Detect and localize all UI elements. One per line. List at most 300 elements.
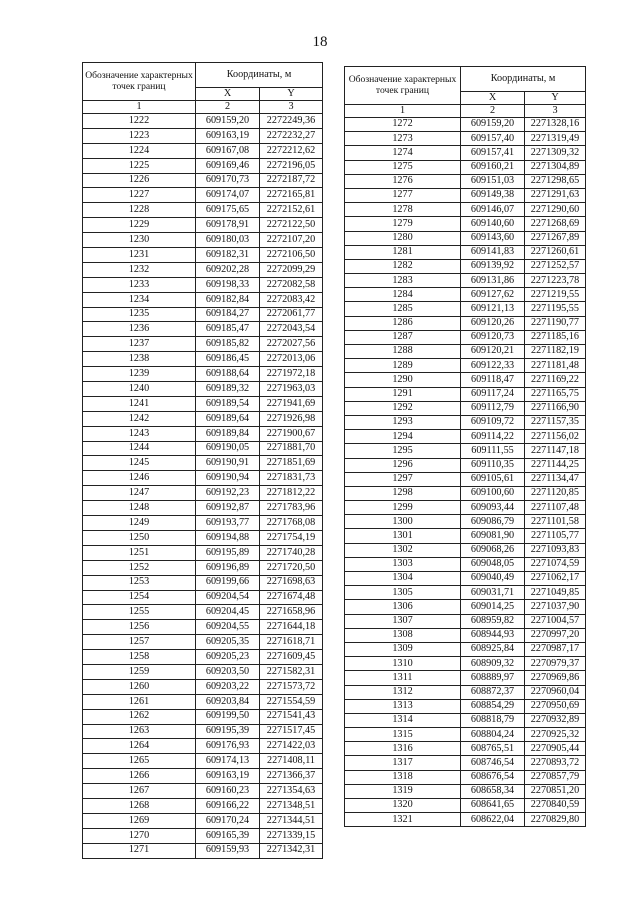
y-coordinate-cell: 2271366,37 [260,769,323,784]
x-coordinate-cell: 609159,20 [196,114,260,129]
x-coordinate-cell: 609204,55 [196,620,260,635]
x-coordinate-cell: 609040,49 [461,572,525,586]
point-number-cell: 1232 [83,262,196,277]
x-coordinate-cell: 609199,66 [196,575,260,590]
table-row [345,557,586,571]
table-row [345,458,586,472]
x-coordinate-cell: 609086,79 [461,515,525,529]
x-coordinate-cell: 609110,35 [461,458,525,472]
table-row [83,650,323,665]
point-number-cell: 1222 [83,114,196,129]
y-coordinate-cell: 2272187,72 [260,173,323,188]
y-coordinate-cell: 2272082,58 [260,277,323,292]
y-coordinate-cell: 2271169,22 [525,373,586,387]
table-row [345,231,586,245]
point-number-cell: 1283 [345,274,461,288]
x-coordinate-cell: 608622,04 [461,813,525,827]
point-number-cell: 1270 [83,828,196,843]
x-coordinate-cell: 609167,08 [196,143,260,158]
point-number-cell: 1223 [83,128,196,143]
table-row [83,516,323,531]
y-coordinate-cell: 2271166,90 [525,401,586,415]
y-coordinate-cell: 2271195,55 [525,302,586,316]
point-number-cell: 1236 [83,322,196,337]
point-number-cell: 1226 [83,173,196,188]
x-coordinate-cell: 609120,73 [461,330,525,344]
x-coordinate-cell: 609159,20 [461,118,525,132]
x-coordinate-cell: 609203,84 [196,694,260,709]
x-coordinate-cell: 608944,93 [461,628,525,642]
x-coordinate-cell: 609190,91 [196,456,260,471]
point-number-cell: 1234 [83,292,196,307]
point-number-cell: 1281 [345,245,461,259]
y-coordinate-cell: 2270987,17 [525,642,586,656]
table-row [345,586,586,600]
y-coordinate-cell: 2271963,03 [260,382,323,397]
point-number-cell: 1238 [83,352,196,367]
point-number-cell: 1316 [345,742,461,756]
x-coordinate-cell: 608909,32 [461,657,525,671]
point-number-cell: 1308 [345,628,461,642]
table-row [345,799,586,813]
point-number-cell: 1239 [83,367,196,382]
point-number-cell: 1251 [83,545,196,560]
x-coordinate-cell: 609143,60 [461,231,525,245]
point-number-cell: 1305 [345,586,461,600]
point-number-cell: 1268 [83,798,196,813]
x-coordinate-cell: 609176,93 [196,739,260,754]
table-row [345,160,586,174]
table-row [83,158,323,173]
column-number: 1 [83,101,196,114]
x-coordinate-cell: 609048,05 [461,557,525,571]
y-coordinate-cell: 2271004,57 [525,614,586,628]
table-row [345,330,586,344]
point-number-cell: 1240 [83,382,196,397]
point-number-cell: 1247 [83,486,196,501]
y-coordinate-cell: 2271223,78 [525,274,586,288]
point-number-cell: 1311 [345,671,461,685]
table-row [345,515,586,529]
table-row [83,337,323,352]
table-row [345,430,586,444]
table-row [345,770,586,784]
y-coordinate-cell: 2271268,69 [525,217,586,231]
point-number-cell: 1259 [83,664,196,679]
x-coordinate-cell: 609202,28 [196,262,260,277]
x-coordinate-cell: 609192,23 [196,486,260,501]
x-coordinate-cell: 608676,54 [461,770,525,784]
x-coordinate-cell: 609170,24 [196,813,260,828]
table-row [345,543,586,557]
table-row [345,657,586,671]
x-coordinate-cell: 609193,77 [196,516,260,531]
y-coordinate-cell: 2271049,85 [525,586,586,600]
x-coordinate-cell: 609120,26 [461,316,525,330]
y-coordinate-cell: 2271093,83 [525,543,586,557]
y-coordinate-cell: 2271658,96 [260,605,323,620]
y-coordinate-cell: 2271107,48 [525,501,586,515]
y-coordinate-cell: 2271328,16 [525,118,586,132]
y-coordinate-cell: 2272249,36 [260,114,323,129]
table-row [83,798,323,813]
point-number-cell: 1282 [345,259,461,273]
table-row [345,600,586,614]
y-coordinate-cell: 2272232,27 [260,128,323,143]
y-coordinate-cell: 2271881,70 [260,441,323,456]
point-number-cell: 1272 [345,118,461,132]
x-coordinate-cell: 609205,35 [196,635,260,650]
x-coordinate-cell: 609185,82 [196,337,260,352]
table-row [83,575,323,590]
x-coordinate-cell: 608658,34 [461,784,525,798]
point-number-cell: 1284 [345,288,461,302]
y-coordinate-cell: 2272106,50 [260,248,323,263]
table-row [345,784,586,798]
point-number-cell: 1300 [345,515,461,529]
table-row [345,188,586,202]
y-coordinate-cell: 2271156,02 [525,430,586,444]
point-number-cell: 1229 [83,218,196,233]
table-row [83,411,323,426]
designation-header: Обозначение характерных точек границ [83,63,196,101]
x-coordinate-cell: 609146,07 [461,203,525,217]
x-coordinate-cell: 608818,79 [461,713,525,727]
point-number-cell: 1255 [83,605,196,620]
table-row [83,233,323,248]
point-number-cell: 1280 [345,231,461,245]
y-coordinate-cell: 2271120,85 [525,486,586,500]
point-number-cell: 1237 [83,337,196,352]
y-coordinate-cell: 2272165,81 [260,188,323,203]
point-number-cell: 1321 [345,813,461,827]
y-header: Y [260,88,323,101]
point-number-cell: 1307 [345,614,461,628]
point-number-cell: 1277 [345,188,461,202]
x-coordinate-cell: 609175,65 [196,203,260,218]
y-coordinate-cell: 2272196,05 [260,158,323,173]
y-coordinate-cell: 2271037,90 [525,600,586,614]
x-coordinate-cell: 609081,90 [461,529,525,543]
table-row [83,322,323,337]
y-coordinate-cell: 2271783,96 [260,501,323,516]
y-coordinate-cell: 2271157,35 [525,415,586,429]
point-number-cell: 1254 [83,590,196,605]
table-row [345,444,586,458]
table-row [83,679,323,694]
coordinates-table-left [82,62,323,859]
y-coordinate-cell: 2270905,44 [525,742,586,756]
table-row [345,642,586,656]
table-row [83,203,323,218]
x-coordinate-cell: 609093,44 [461,501,525,515]
table-row [83,367,323,382]
point-number-cell: 1275 [345,160,461,174]
x-coordinate-cell: 609031,71 [461,586,525,600]
y-coordinate-cell: 2271698,63 [260,575,323,590]
x-coordinate-cell: 609112,79 [461,401,525,415]
y-coordinate-cell: 2271831,73 [260,471,323,486]
y-coordinate-cell: 2271252,57 [525,259,586,273]
point-number-cell: 1258 [83,650,196,665]
column-number: 2 [461,105,525,118]
table-row [83,396,323,411]
point-number-cell: 1242 [83,411,196,426]
y-coordinate-cell: 2271573,72 [260,679,323,694]
x-coordinate-cell: 609165,39 [196,828,260,843]
table-row [83,292,323,307]
y-coordinate-cell: 2271105,77 [525,529,586,543]
y-coordinate-cell: 2271101,58 [525,515,586,529]
y-coordinate-cell: 2271609,45 [260,650,323,665]
y-coordinate-cell: 2271554,59 [260,694,323,709]
x-coordinate-cell: 609199,50 [196,709,260,724]
y-coordinate-cell: 2270925,32 [525,728,586,742]
x-coordinate-cell: 609160,23 [196,784,260,799]
x-coordinate-cell: 609189,64 [196,411,260,426]
table-row [83,173,323,188]
designation-header: Обозначение характерных точек границ [345,67,461,105]
table-row [83,739,323,754]
point-number-cell: 1269 [83,813,196,828]
table-row [345,274,586,288]
y-coordinate-cell: 2271541,43 [260,709,323,724]
point-number-cell: 1287 [345,330,461,344]
y-coordinate-cell: 2271298,65 [525,174,586,188]
table-row [345,756,586,770]
table-row [345,685,586,699]
point-number-cell: 1261 [83,694,196,709]
y-coordinate-cell: 2272083,42 [260,292,323,307]
y-coordinate-cell: 2271517,45 [260,724,323,739]
x-coordinate-cell: 609180,03 [196,233,260,248]
table-row [83,694,323,709]
point-number-cell: 1228 [83,203,196,218]
point-number-cell: 1225 [83,158,196,173]
y-header: Y [525,92,586,105]
y-coordinate-cell: 2272122,50 [260,218,323,233]
x-coordinate-cell: 609190,94 [196,471,260,486]
y-coordinate-cell: 2271348,51 [260,798,323,813]
y-coordinate-cell: 2271900,67 [260,426,323,441]
y-coordinate-cell: 2272152,61 [260,203,323,218]
y-coordinate-cell: 2271582,31 [260,664,323,679]
point-number-cell: 1250 [83,530,196,545]
point-number-cell: 1279 [345,217,461,231]
point-number-cell: 1304 [345,572,461,586]
table-row [83,560,323,575]
y-coordinate-cell: 2271408,11 [260,754,323,769]
y-coordinate-cell: 2270857,79 [525,770,586,784]
table-row [83,262,323,277]
point-number-cell: 1278 [345,203,461,217]
point-number-cell: 1315 [345,728,461,742]
x-coordinate-cell: 609194,88 [196,530,260,545]
y-coordinate-cell: 2272099,29 [260,262,323,277]
table-row [345,572,586,586]
point-number-cell: 1264 [83,739,196,754]
point-number-cell: 1262 [83,709,196,724]
table-row [345,132,586,146]
y-coordinate-cell: 2271339,15 [260,828,323,843]
x-header: X [461,92,525,105]
y-coordinate-cell: 2270893,72 [525,756,586,770]
x-coordinate-cell: 608872,37 [461,685,525,699]
coordinates-header: Координаты, м [196,63,323,88]
table-row [83,784,323,799]
table-row [83,143,323,158]
table-row [83,605,323,620]
y-coordinate-cell: 2271185,16 [525,330,586,344]
point-number-cell: 1285 [345,302,461,316]
y-coordinate-cell: 2271768,08 [260,516,323,531]
point-number-cell: 1231 [83,248,196,263]
x-coordinate-cell: 609189,84 [196,426,260,441]
x-coordinate-cell: 609174,13 [196,754,260,769]
x-coordinate-cell: 609121,13 [461,302,525,316]
y-coordinate-cell: 2272061,77 [260,307,323,322]
point-number-cell: 1244 [83,441,196,456]
point-number-cell: 1291 [345,387,461,401]
point-number-cell: 1303 [345,557,461,571]
table-row [83,114,323,129]
table-row [345,259,586,273]
point-number-cell: 1290 [345,373,461,387]
x-coordinate-cell: 609122,33 [461,359,525,373]
point-number-cell: 1296 [345,458,461,472]
x-coordinate-cell: 609195,39 [196,724,260,739]
table-row [345,813,586,827]
y-coordinate-cell: 2271342,31 [260,843,323,858]
table-row [83,382,323,397]
y-coordinate-cell: 2272107,20 [260,233,323,248]
point-number-cell: 1266 [83,769,196,784]
point-number-cell: 1313 [345,699,461,713]
table-row [83,456,323,471]
point-number-cell: 1257 [83,635,196,650]
x-header: X [196,88,260,101]
table-row [345,359,586,373]
x-coordinate-cell: 609192,87 [196,501,260,516]
table-row [83,709,323,724]
table-row [83,635,323,650]
point-number-cell: 1276 [345,174,461,188]
point-number-cell: 1267 [83,784,196,799]
y-coordinate-cell: 2270969,86 [525,671,586,685]
x-coordinate-cell: 608925,84 [461,642,525,656]
left-table-body [83,114,323,859]
x-coordinate-cell: 609105,61 [461,472,525,486]
point-number-cell: 1224 [83,143,196,158]
x-coordinate-cell: 609141,83 [461,245,525,259]
x-coordinate-cell: 609198,33 [196,277,260,292]
x-coordinate-cell: 609140,60 [461,217,525,231]
y-coordinate-cell: 2271972,18 [260,367,323,382]
table-row [83,307,323,322]
y-coordinate-cell: 2271062,17 [525,572,586,586]
point-number-cell: 1310 [345,657,461,671]
x-coordinate-cell: 609170,73 [196,173,260,188]
y-coordinate-cell: 2271309,32 [525,146,586,160]
point-number-cell: 1286 [345,316,461,330]
point-number-cell: 1298 [345,486,461,500]
table-row [83,128,323,143]
x-coordinate-cell: 609178,91 [196,218,260,233]
point-number-cell: 1230 [83,233,196,248]
point-number-cell: 1271 [83,843,196,858]
y-coordinate-cell: 2272043,54 [260,322,323,337]
y-coordinate-cell: 2271267,89 [525,231,586,245]
x-coordinate-cell: 608641,65 [461,799,525,813]
x-coordinate-cell: 609157,40 [461,132,525,146]
table-row [83,277,323,292]
coordinates-table-right [344,66,586,827]
table-row [345,217,586,231]
table-row [83,590,323,605]
table-row [345,387,586,401]
point-number-cell: 1263 [83,724,196,739]
x-coordinate-cell: 609159,93 [196,843,260,858]
point-number-cell: 1306 [345,600,461,614]
x-coordinate-cell: 609189,54 [196,396,260,411]
x-coordinate-cell: 609163,19 [196,769,260,784]
x-coordinate-cell: 609182,31 [196,248,260,263]
x-coordinate-cell: 609151,03 [461,174,525,188]
x-coordinate-cell: 609204,54 [196,590,260,605]
x-coordinate-cell: 608854,29 [461,699,525,713]
x-coordinate-cell: 609190,05 [196,441,260,456]
point-number-cell: 1319 [345,784,461,798]
x-coordinate-cell: 609203,22 [196,679,260,694]
table-row [345,288,586,302]
column-number: 1 [345,105,461,118]
table-row [345,316,586,330]
table-row [345,713,586,727]
y-coordinate-cell: 2271304,89 [525,160,586,174]
table-row [345,742,586,756]
point-number-cell: 1314 [345,713,461,727]
x-coordinate-cell: 609149,38 [461,188,525,202]
table-row [345,472,586,486]
point-number-cell: 1273 [345,132,461,146]
table-row [83,441,323,456]
point-number-cell: 1289 [345,359,461,373]
y-coordinate-cell: 2271644,18 [260,620,323,635]
y-coordinate-cell: 2271134,47 [525,472,586,486]
y-coordinate-cell: 2271190,77 [525,316,586,330]
y-coordinate-cell: 2271074,59 [525,557,586,571]
table-row [83,486,323,501]
x-coordinate-cell: 609196,89 [196,560,260,575]
y-coordinate-cell: 2271740,28 [260,545,323,560]
point-number-cell: 1245 [83,456,196,471]
table-row [83,501,323,516]
table-row [345,699,586,713]
x-coordinate-cell: 609118,47 [461,373,525,387]
y-coordinate-cell: 2271290,60 [525,203,586,217]
x-coordinate-cell: 609068,26 [461,543,525,557]
y-coordinate-cell: 2271291,63 [525,188,586,202]
x-coordinate-cell: 609114,22 [461,430,525,444]
point-number-cell: 1320 [345,799,461,813]
table-row [83,813,323,828]
y-coordinate-cell: 2271219,55 [525,288,586,302]
point-number-cell: 1260 [83,679,196,694]
table-row [83,188,323,203]
point-number-cell: 1295 [345,444,461,458]
y-coordinate-cell: 2272013,06 [260,352,323,367]
x-coordinate-cell: 609204,45 [196,605,260,620]
